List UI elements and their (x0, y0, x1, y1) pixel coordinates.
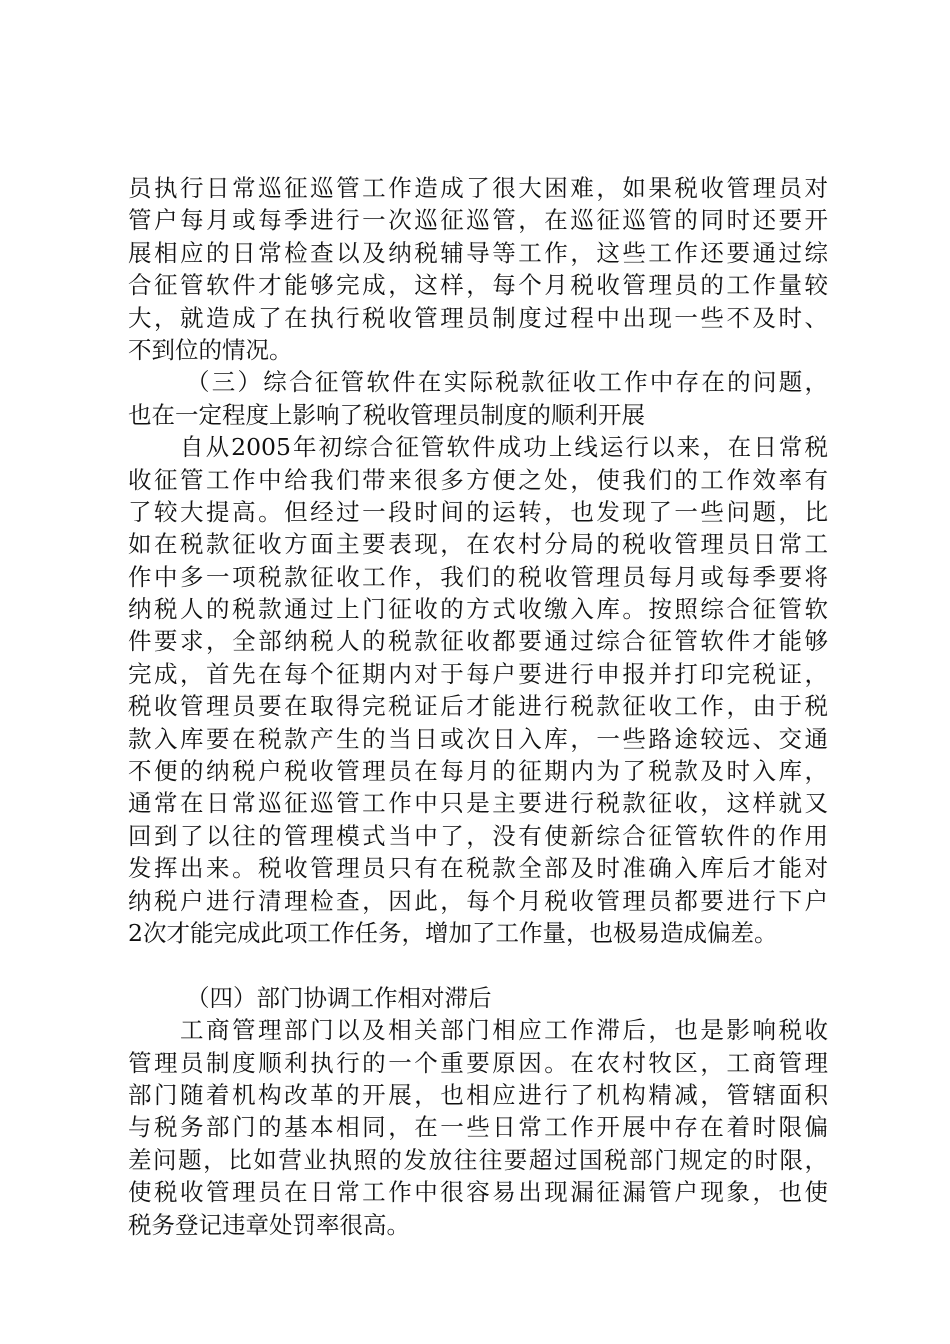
paragraph-line: 件要求，全部纳税人的税款征收都要通过综合征管软件才能够 (128, 627, 828, 656)
paragraph-line: 与税务部门的基本相同，在一些日常工作开展中存在着时限偏 (128, 1113, 828, 1142)
paragraph-line: 纳税户进行清理检查，因此，每个月税收管理员都要进行下户 (128, 886, 828, 915)
document-body (128, 172, 828, 1241)
paragraph-line: 纳税人的税款通过上门征收的方式收缴入库。按照综合征管软 (128, 595, 828, 624)
paragraph-line: 合征管软件才能够完成，这样，每个月税收管理员的工作量较 (128, 271, 828, 300)
paragraph-line: 2次才能完成此项工作任务，增加了工作量，也极易造成偏差。 (128, 918, 778, 947)
paragraph-line: 税务登记违章处罚率很高。 (128, 1210, 410, 1239)
section-heading-3-line: 也在一定程度上影响了税收管理员制度的顺利开展 (128, 400, 645, 429)
paragraph-line: 款入库要在税款产生的当日或次日入库，一些路途较远、交通 (128, 724, 828, 753)
paragraph-line: 了较大提高。但经过一段时间的运转，也发现了一些问题，比 (128, 497, 828, 526)
paragraph-line: 通常在日常巡征巡管工作中只是主要进行税款征收，这样就又 (128, 789, 828, 818)
paragraph-line: 自从2005年初综合征管软件成功上线运行以来，在日常税 (180, 433, 828, 462)
paragraph-line: 差问题，比如营业执照的发放往往要超过国税部门规定的时限， (128, 1145, 828, 1174)
paragraph-line: 部门随着机构改革的开展，也相应进行了机构精减，管辖面积 (128, 1080, 828, 1109)
paragraph-line: 工商管理部门以及相关部门相应工作滞后，也是影响税收 (180, 1016, 828, 1045)
paragraph-line: 发挥出来。税收管理员只有在税款全部及时准确入库后才能对 (128, 854, 828, 883)
paragraph-line: 税收管理员要在取得完税证后才能进行税款征收工作，由于税 (128, 692, 828, 721)
section-heading-3-line: （三）综合征管软件在实际税款征收工作中存在的问题， (186, 368, 828, 397)
paragraph-line: 不到位的情况。 (128, 335, 293, 364)
paragraph-line: 收征管工作中给我们带来很多方便之处，使我们的工作效率有 (128, 465, 828, 494)
paragraph-line: 管理员制度顺利执行的一个重要原因。在农村牧区，工商管理 (128, 1048, 828, 1077)
paragraph-line: 展相应的日常检查以及纳税辅导等工作，这些工作还要通过综 (128, 238, 828, 267)
paragraph-line: 管户每月或每季进行一次巡征巡管，在巡征巡管的同时还要开 (128, 206, 828, 235)
paragraph-line: 员执行日常巡征巡管工作造成了很大困难，如果税收管理员对 (128, 174, 828, 202)
paragraph-line: 作中多一项税款征收工作，我们的税收管理员每月或每季要将 (128, 562, 828, 591)
paragraph-line: 大，就造成了在执行税收管理员制度过程中出现一些不及时、 (128, 303, 828, 332)
paragraph-line: 回到了以往的管理模式当中了，没有使新综合征管软件的作用 (128, 821, 828, 850)
paragraph-line: 使税收管理员在日常工作中很容易出现漏征漏管户现象，也使 (128, 1178, 828, 1207)
section-heading-4: （四）部门协调工作相对滞后 (186, 983, 492, 1012)
paragraph-gap (128, 949, 828, 981)
paragraph-line: 不便的纳税户税收管理员在每月的征期内为了税款及时入库， (128, 757, 828, 786)
paragraph-line: 如在税款征收方面主要表现，在农村分局的税收管理员日常工 (128, 530, 828, 559)
paragraph-line: 完成，首先在每个征期内对于每户要进行申报并打印完税证， (128, 659, 828, 688)
